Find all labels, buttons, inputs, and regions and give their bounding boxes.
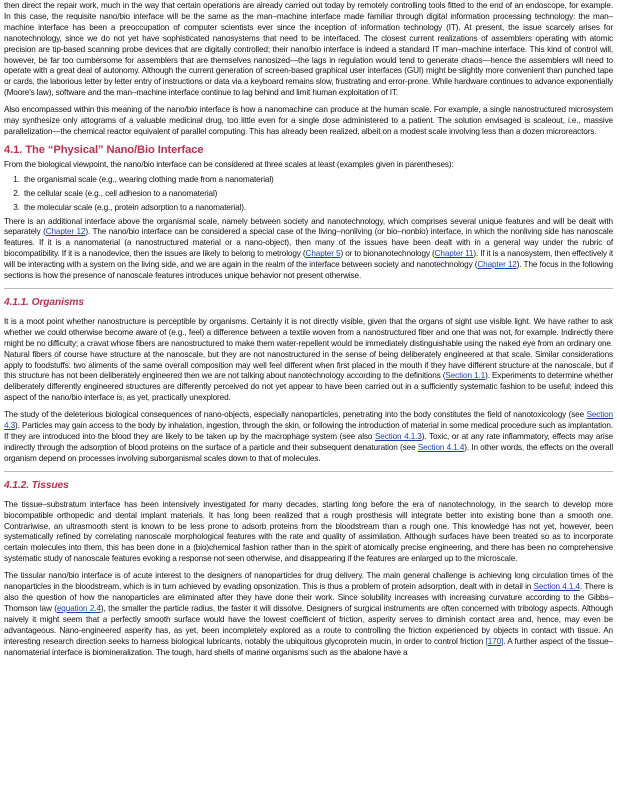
link-section-4-3[interactable]: Section 4.3 [4,410,613,431]
text-span: ). If it is a nanosystem, then effectively it will be interacting with a system on the living side, and we are again in the realm of the interface between society and nanotechnology ( [4,249,613,270]
section-4-1-paragraph [4,217,613,282]
scale-list-item-molecular: 3. the molecular scale (e.g., protein adsorption to a nanomaterial). [22,203,613,214]
section-4-1-lead: From the biological viewpoint, the nano/bio interface can be considered at three scales at least (examples given in parentheses): [4,159,454,169]
text-span: ) or to bionanotechnology ( [340,249,435,259]
text-span: There is an additional interface above the organismal scale, namely between society and nanotechnology, which comprises several unique features and will be dealt with separately ( [4,216,613,237]
section-divider [4,471,613,472]
link-equation-2-4[interactable]: equation 2.4 [56,603,101,613]
section-4-1-2-heading: 4.1.2. Tissues [4,479,69,491]
text-span: ). Particles may gain access to the body by inhalation, ingestion, through the skin, or following the introduction of material in some medical procedure such as implantation. If they are introduced into the blood they are likely to be taken up by the macrophage system (see also [4,421,613,441]
organisms-paragraph-1 [4,317,613,404]
link-reference-170[interactable]: [170] [485,636,504,646]
link-section-4-1-4[interactable]: Section 4.1.4 [417,442,465,452]
link-chapter-11[interactable]: Chapter 11 [434,249,474,259]
link-section-4-1-4-second[interactable]: Section 4.1.4 [533,582,580,592]
intro-paragraph-2: Also encompassed within this meaning of the nano/bio interface is how a nanomachine can produce at the human scale. For example, a single nanostructured microsystem may synthesize only attograms of a valuable medicinal drug, too little even for a single dose administered to a patient. The solution envisaged is scaleout, i.e., massive parallelization—the chemical reactor equivalent of parallel computing. This has already been realized, albeit on a modest scale involving less than a dozen microreactors. [4,105,613,136]
text-span: The study of the deleterious biological consequences of nano-objects, especially nanoparticles, penetrating into the body constitutes the field of nanotoxicology (see [4,410,587,420]
link-chapter-12-second[interactable]: Chapter 12 [477,260,517,270]
text-span: ). In other words, the effects on the overall organism depend on processes involving suborganismal scales down to that of molecules. [4,442,614,463]
text-span: . There is also the question of how the nanoparticles are eliminated after they have done their work. Since solubility increases with increasing curvature according to the Gibbs–Thomson law ( [4,582,614,613]
section-divider [4,288,613,289]
organisms-paragraph-2 [4,410,613,465]
text-span: ). The nano/bio interface can be considered a special case of the living–nonliving (or bio–nonbio) interface, in which the nonliving side has nanoscale features. If it is a nanomaterial (a nanostructured material or a nano-object), then many of the issues have been dealt with in a general way under the rubric of biocompatibility. If it is a nanodevice, then the issues are likely to belong to metrology ( [4,227,614,259]
section-4-1-heading: 4.1. The “Physical” Nano/Bio Interface [4,143,204,156]
scale-list-item-cellular: 2. the cellular scale (e.g., cell adhesion to a nanomaterial) [22,189,613,200]
scale-list [4,175,613,214]
text-span: ), the smaller the particle radius, the faster it will dissolve. Designers of surgical instruments are often concerned with tribology aspects. Although naively it might seem that a perfectly smooth surface would have the lowest coefficient of friction, asperity serves to diminish contact area and, hence, may even be advantageous. Nano-engineered asperity has, as yet, been incompletely explored as a route to controlling the friction experienced by objects in contact with tissue. An interesting research direction seeks to harness biological lubricants, notably the ubiquitous glycoprotein mucin, in order to control friction [4,603,613,646]
section-4-1-1-heading: 4.1.1. Organisms [4,296,84,308]
tissues-paragraph-2 [4,571,613,658]
text-span: ). The focus in the following sections is how the presence of nanoscale features introduces unique behavior not present otherwise. [4,260,613,281]
text-span: . A further aspect of the tissue–nanomaterial interface is biomineralization. The tough, hard shells of marine organisms such as the abalone have a [4,636,613,657]
link-chapter-5[interactable]: Chapter 5 [305,249,341,259]
intro-paragraph-1: then direct the repair work, much in the way that certain operations are already carried out today by remotely controlling tools fitted to the end of an endoscope, for example. In this case, the requisite nano/bio interface will be the same as the man–machine interface made familiar through digital information processing technology: the man–machine interface has been a preoccupation of computer scientists ever since the inception of information technology (IT). At present, the issue scarcely arises for nanotechnology, since we do not yet have sophisticated nanosystems that need to be interfaced. The closest current realizations of assemblers operating with atomic precision are tip-based scanning probe devices that are digitally controlled; their nano/bio interface is indeed a standard IT man–machine interface. This kind of control will, however, be far too cumbersome for assemblers that are themselves nanosized—the lags in regulation would tend to generate chaos—hence the assemblers will need to operate with a great deal of autonomy. Although the current generation of screen-based graphical user interfaces (GUI) might be slightly more convenient than punched tape or cards, the laborious letter by letter entry of instructions or data via a keyboard remains slow, frustrating and error-prone. While hardware continues to advance exponentially (Moore's law), software and the man–machine interface continue to lag behind and limit human exploitation of IT. [4,1,613,98]
text-span: The tissular nano/bio interface is of acute interest to the designers of nanoparticles for drug delivery. The main general challenge is achieving long circulation times of the nanoparticles in the bloodstream, which is in turn achieved by evading opsonization. This is thus a problem of protein adsorption, dealt with in detail in [4,571,613,592]
tissues-paragraph-1: The tissue–substratum interface has been intensively investigated for many decades, starting long before the era of nanotechnology, in the search to develop more biocompatible orthopedic and dental implant materials. It has long been realized that a rough prosthesis will integrate better into existing bone than a smooth one. Contrariwise, an ultrasmooth stent is known to be less prone to adsorb proteins from the bloodstream than a rough one. This knowledge has not yet, however, been systematically refined by correlating nanoscale morphological features with the rate and quality of assimilation. Although surfaces have been treated so as to incorporate certain molecules into them, this has been done in a (bio)chemical fashion rather than in the spirit of atomically precise engineering, and there has been no comprehensive systematic study of nanoscale features evoking a response not seen otherwise, and disappearing if the features are enlarged up to the microscale. [4,499,613,564]
text-span: ). Experiments to determine whether deliberately differently engineered structures are differently perceived do not yet appear to have been carried out in a sufficiently systematic fashion to be useful; indeed this aspect of the nano/bio interface is, as yet, practically unexplored. [4,371,613,403]
link-section-1-1[interactable]: Section 1.1 [445,371,486,381]
text-span: It is a moot point whether nanostructure is perceptible by organisms. Certainly it is not directly visible, given that the organs of sight use visible light. We have rather to ask whether we could otherwise become aware of (e.g., feel) a difference between a textile woven from a nanostructured fiber and one that was not, for example. Indirectly there might be no difficulty; a cravat whose fibers are nanostructured to make them water-repellent would be immediately distinguishable using the naked eye from an ordinary one. Natural fibers of course have structure at the nanoscale, but they are not nanostructured in the sense of being deliberately engineered at that scale. Similar considerations apply to foodstuffs: two aliments of the same overall composition may well feel different when first placed in the mouth if they have different structure at the nanoscale, but if this structure has not been deliberately engineered then we are not talking about nanotechnology according to the definitions ( [4,316,613,381]
text-span: ). Toxic, or at any rate inflammatory, effects may arise indirectly through the adsorption of blood proteins on the surface of a particle and their subsequent denaturation (see [4,432,613,452]
scale-list-item-organismal: 1. the organismal scale (e.g., wearing clothing made from a nanomaterial) [22,175,613,186]
link-chapter-12[interactable]: Chapter 12 [45,227,86,237]
link-section-4-1-3[interactable]: Section 4.1.3 [374,432,422,441]
